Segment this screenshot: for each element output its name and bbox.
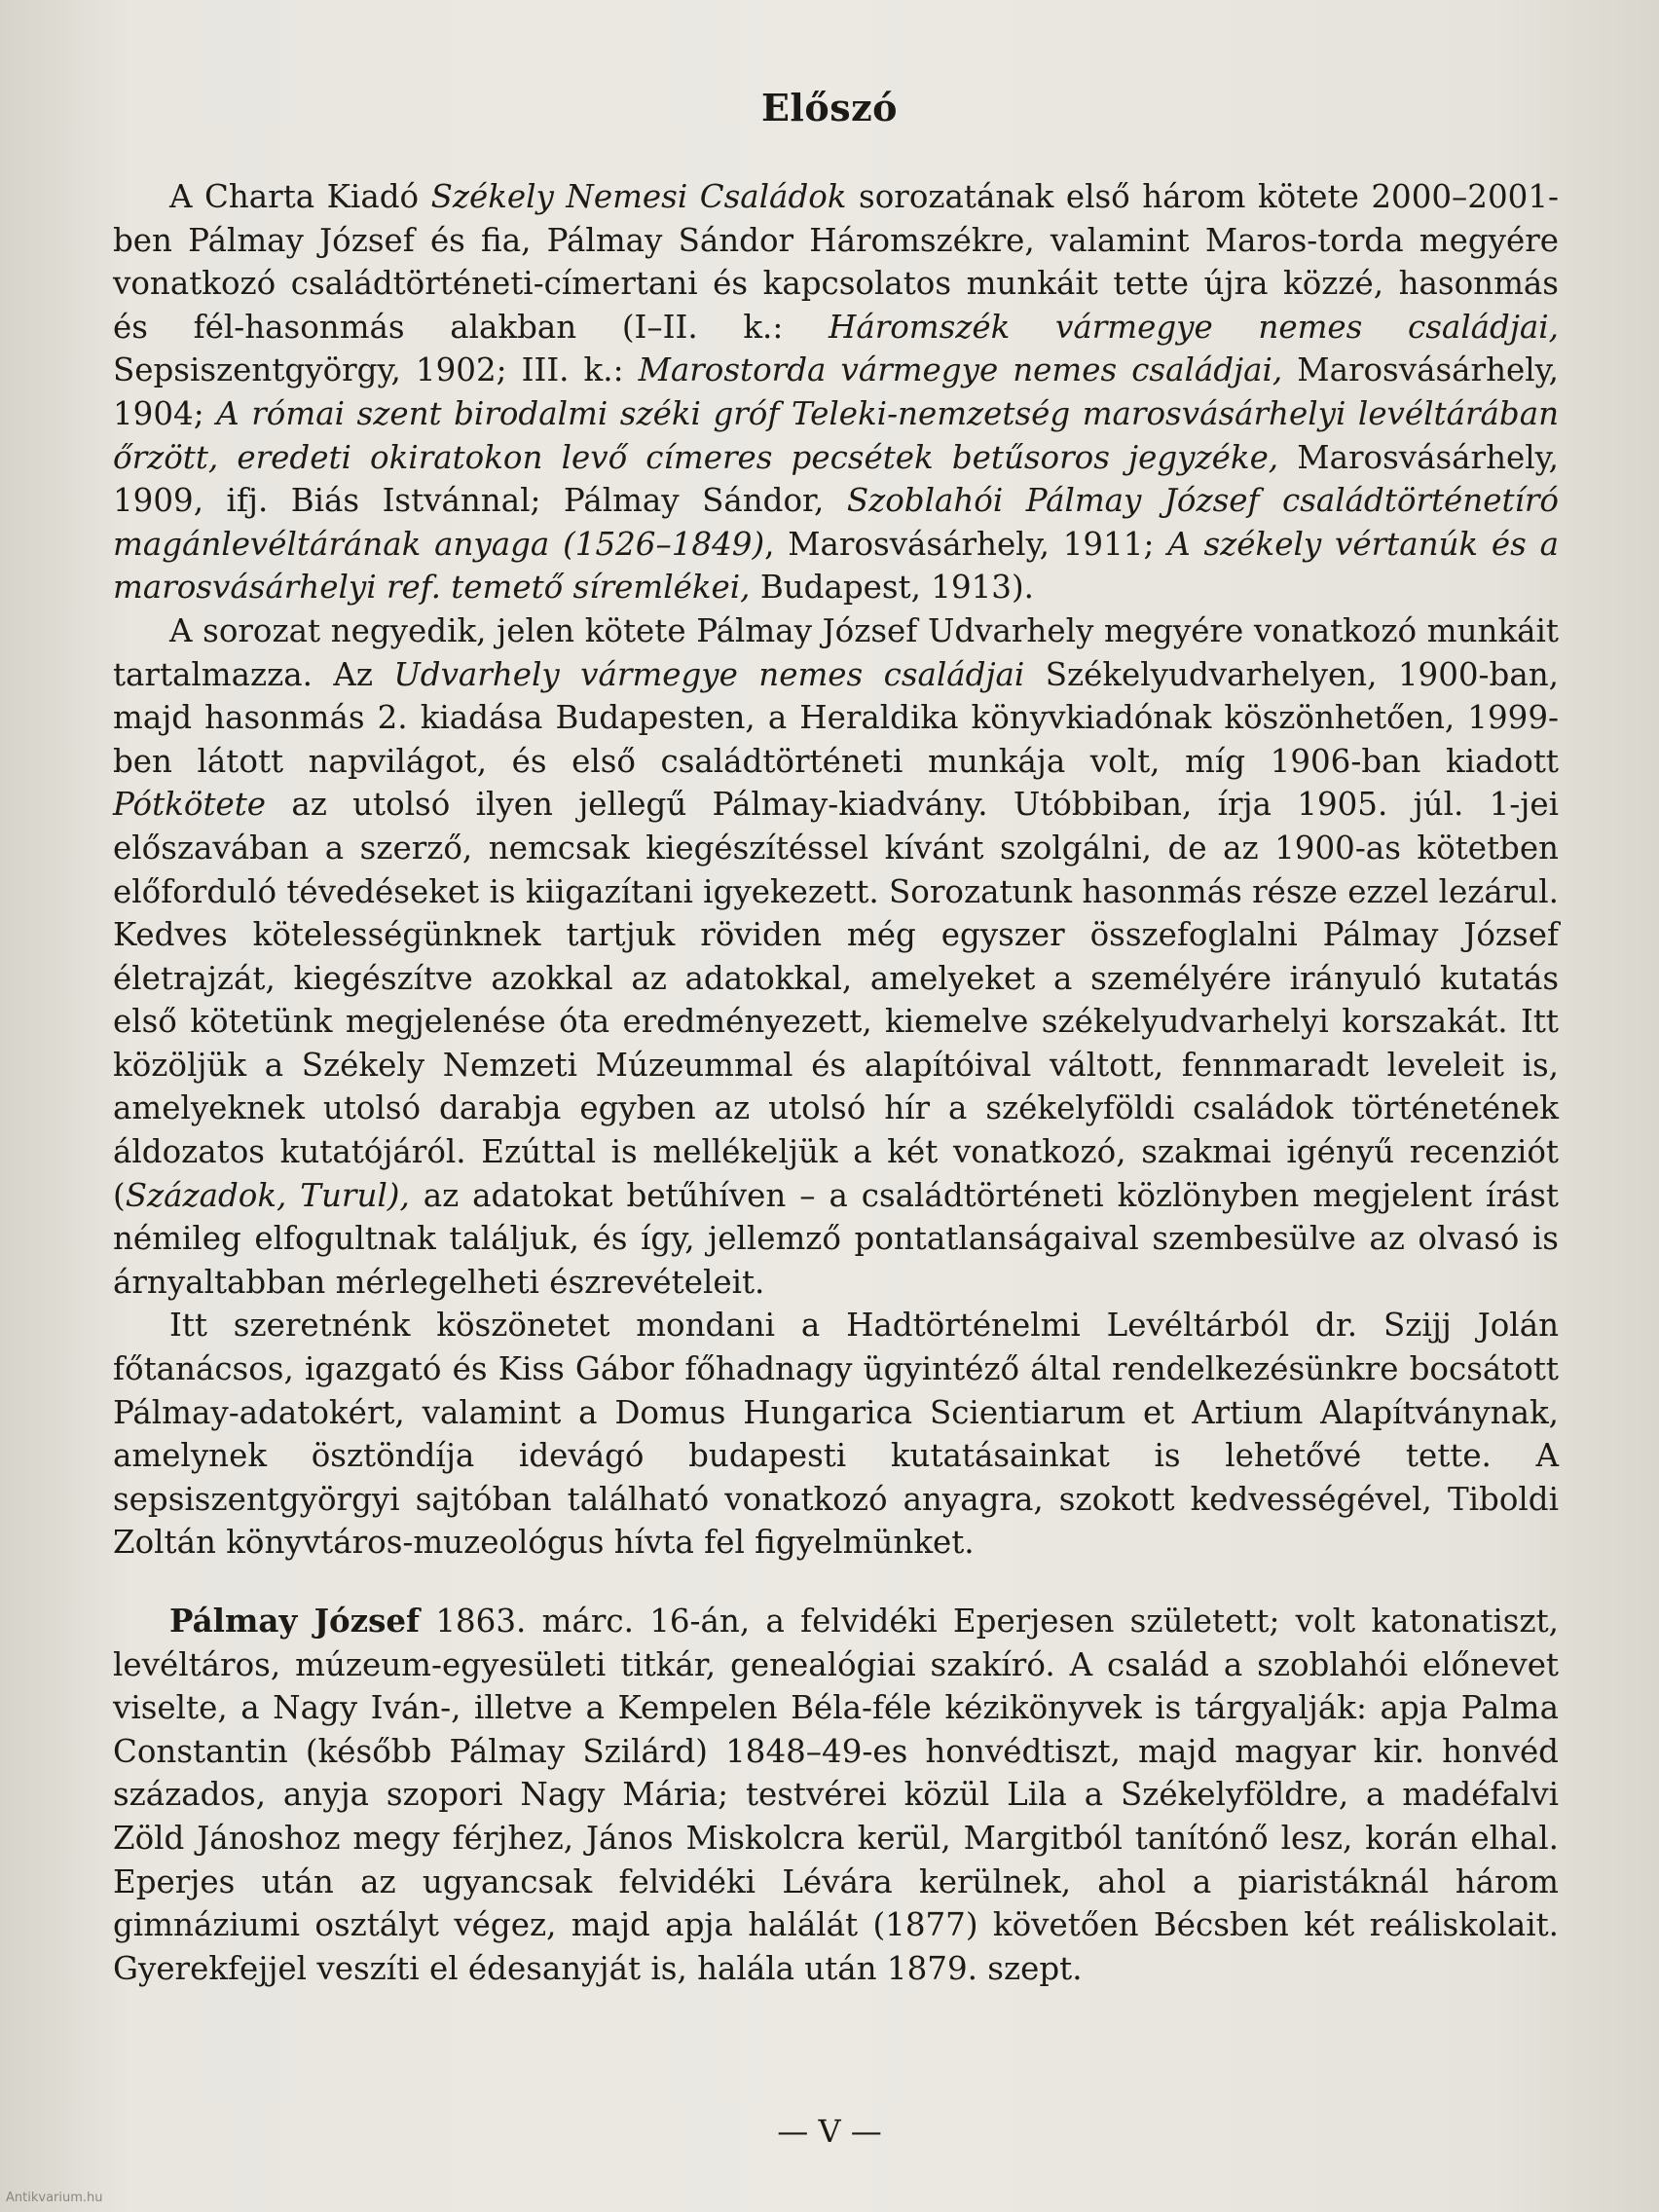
italic-run: Székely Nemesi Családok bbox=[430, 178, 847, 215]
italic-run: Marostorda vármegye nemes családjai, bbox=[638, 351, 1283, 389]
text-run: Budapest, 1913). bbox=[750, 569, 1034, 607]
text-run: sorozatának első három kötete 2000–2001-ben Pálmay József és fia, Pálmay Sándor Háromszékre, valamint Maros-torda megyére vonatkozó családtörténeti-címertani és kapcsolatos munkáit tette újra közzé, hasonmás és fél-hasonmás alakban (I–II. k.: bbox=[113, 178, 1559, 346]
bold-run: Pálmay József bbox=[169, 1602, 421, 1640]
italic-run: Háromszék vármegye nemes családjai, bbox=[828, 308, 1559, 346]
italic-run: Szoblahói Pálmay József családtörténetíró magánlevéltárának anyaga (1526–1849) bbox=[113, 482, 1559, 563]
text-run: Itt szeretnénk köszönetet mondani a Hadtörténelmi Levéltárból dr. Szijj Jolán főtanácsos, igazgató és Kiss Gábor főhadnagy ügyintéző által rendelkezésünkre bocsátott Pálmay-adatokért, valamint a Domus Hungarica Scientiarum et Artium Alapítványnak, amelynek ösztöndíja idevágó budapesti kutatásainkat is lehetővé tette. A sepsiszentgyörgyi sajtóban található vonatkozó anyagra, szokott kedvességével, Tiboldi Zoltán könyvtáros-muzeológus hívta fel figyelmünket. bbox=[113, 1307, 1559, 1562]
italic-run: Századok, Turul), bbox=[125, 1176, 410, 1214]
page-number: — V — bbox=[777, 2113, 882, 2150]
text-run: A sorozat negyedik, jelen kötete Pálmay József Udvarhely megyére vonatkozó munkáit tartalmazza. Az bbox=[113, 611, 1559, 693]
text-run: A Charta Kiadó bbox=[169, 178, 431, 215]
text-run: 1863. márc. 16-án, a felvidéki Eperjesen született; volt katonatiszt, levéltáros, múzeum-egyesületi titkár, genealógiai szakíró. A család a szoblahói előnevet viselte, a Nagy Iván-, illetve a Kempelen Béla-féle kézikönyvek is tárgyalják: apja Palma Constantin (később Pálmay Szilárd) 1848–49-es honvédtiszt, majd magyar kir. honvéd százados, anyja szopori Nagy Mária; testvérei közül Lila a Székelyföldre, a madéfalvi Zöld Jánoshoz megy férjhez, János Miskolcra kerül, Margitból tanítónő lesz, korán elhal. Eperjes után az ugyancsak felvidéki Lévára kerülnek, ahol a piaristáknál három gimnáziumi osztályt végez, majd apja halálát (1877) követően Bécsben két reáliskolait. Gyerekfejjel veszíti el édesanyját is, halála után 1879. szept. bbox=[113, 1603, 1559, 1987]
text-run: Marosvásárhely, 1909, ifj. Biás Istvánnal; Pálmay Sándor, bbox=[113, 438, 1560, 520]
paragraph bbox=[113, 1600, 1559, 1990]
page-title: Előszó bbox=[760, 86, 899, 129]
paragraph bbox=[113, 1304, 1559, 1565]
text-run: Marosvásárhely, 1904; bbox=[113, 351, 1559, 432]
text-run: Székelyudvarhelyen, 1900-ban, majd hasonmás 2. kiadása Budapesten, a Heraldika könyvkiadónak köszönhetően, 1999-ben látott napvilágot, és első családtörténeti munkája volt, míg 1906-ban kiadott bbox=[113, 655, 1559, 780]
italic-run: Udvarhely vármegye nemes családjai bbox=[393, 655, 1025, 693]
italic-run: A római szent birodalmi széki gróf Teleki-nemzetség marosvásárhelyi levéltárában őrzött, eredeti okiratokon levő címeres pecsétek betűsoros jegyzéke, bbox=[113, 394, 1559, 476]
paragraph bbox=[113, 609, 1559, 1305]
text-run: az adatokat betűhíven – a családtörténeti közlönyben megjelent írást némileg elfogultnak találjuk, és így, jellemző pontatlanságaival szembesülve az olvasó is árnyaltabban mérlegelheti észrevételeit. bbox=[113, 1176, 1559, 1301]
text-run: Sepsiszentgyörgy, 1902; III. k.: bbox=[113, 351, 639, 389]
text-run: , Marosvásárhely, 1911; bbox=[764, 525, 1168, 563]
body-text bbox=[113, 175, 1559, 1990]
text-run: az utolsó ilyen jellegű Pálmay-kiadvány. Utóbbiban, írja 1905. júl. 1-jei előszavában a szerző, nemcsak kiegészítéssel kívánt szolgálni, de az 1900-as kötetben előforduló tévedéseket is kiigazítani igyekezett. Sorozatunk hasonmás része ezzel lezárul. Kedves kötelességünknek tartjuk röviden még egyszer összefoglalni Pálmay József életrajzát, kiegészítve azokkal az adatokkal, amelyeket a személyére irányuló kutatás első kötetünk megjelenése óta eredményezett, kiemelve székelyudvarhelyi korszakát. Itt közöljük a Székely Nemzeti Múzeummal és alapítóival váltott, fennmaradt leveleit is, amelyeknek utolsó darabja egyben az utolsó hír a székelyföldi családok történetének áldozatos kutatójáról. Ezúttal is mellékeljük a két vonatkozó, szakmai igényű recenziót ( bbox=[113, 786, 1560, 1214]
italic-run: Pótkötete bbox=[113, 786, 267, 824]
paragraph bbox=[113, 175, 1559, 609]
watermark: Antikvarium.hu bbox=[6, 2191, 103, 2205]
italic-run: A székely vértanúk és a marosvásárhelyi ref. temető síremlékei, bbox=[113, 525, 1560, 607]
